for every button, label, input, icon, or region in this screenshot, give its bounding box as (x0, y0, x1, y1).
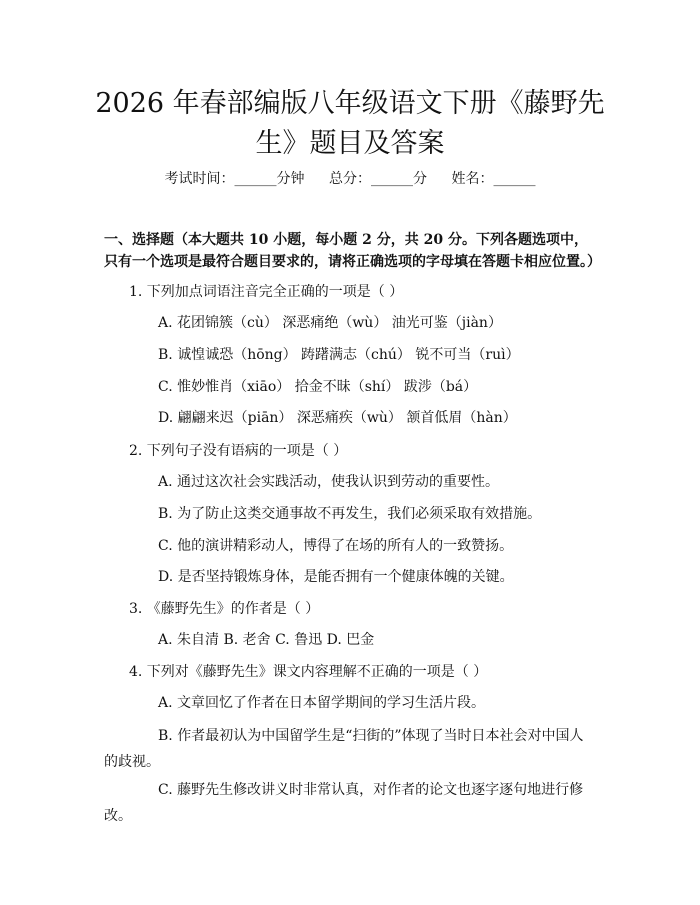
question-stem: 1. 下列加点词语注音完全正确的一项是（ ） (129, 284, 404, 300)
option: A. 通过这次社会实践活动，使我认识到劳动的重要性。 (158, 474, 500, 490)
option: A. 花团锦簇（cù） 深恶痛绝（wù） 油光可鉴（jiàn） (158, 315, 502, 331)
question-stem: 3. 《藤野先生》的作者是（ ） (129, 601, 320, 617)
question-stem: 4. 下列对《藤野先生》课文内容理解不正确的一项是（ ） (129, 664, 488, 680)
student-name: 姓名：______ (451, 171, 536, 187)
option: D. 是否坚持锻炼身体，是能否拥有一个健康体魄的关键。 (158, 569, 514, 585)
option: B. 诚惶诚恐（hōng） 踌躇满志（chú） 锐不可当（ruì） (158, 347, 520, 363)
option: C. 他的演讲精彩动人，博得了在场的所有人的一致赞扬。 (158, 538, 514, 554)
exam-score: 总分：______分 (329, 171, 427, 187)
question-stem: 2. 下列句子没有语病的一项是（ ） (129, 443, 348, 459)
option: B. 为了防止这类交通事故不再发生，我们必须采取有效措施。 (158, 506, 542, 522)
title-line-2: 生》题目及答案 (255, 128, 445, 159)
option: C. 藤野先生修改讲义时非常认真，对作者的论文也逐字逐句地进行修改。 (104, 782, 584, 824)
option: B. 作者最初认为中国留学生是“扫街的”体现了当时日本社会对中国人的歧视。 (104, 728, 584, 770)
option: A. 朱自清 B. 老舍 C. 鲁迅 D. 巴金 (158, 632, 375, 648)
option: D. 翩翩来迟（piān） 深恶痛疾（wù） 颔首低眉（hàn） (158, 410, 517, 426)
title-line-1: 2026 年春部编版八年级语文下册《藤野先 (95, 88, 605, 119)
exam-time: 考试时间：______分钟 (164, 171, 305, 187)
section-heading: 一、选择题（本大题共 10 小题，每小题 2 分，共 20 分。下列各题选项中，只有一个选项是最符合题目要求的，请将正确选项的字母填在答题卡相应位置。） (104, 232, 601, 270)
option: C. 惟妙惟肖（xiāo） 拾金不昧（shí） 跋涉（bá） (158, 379, 478, 395)
page-title (0, 84, 700, 164)
option: A. 文章回忆了作者在日本留学期间的学习生活片段。 (158, 695, 486, 711)
exam-info (0, 168, 700, 188)
